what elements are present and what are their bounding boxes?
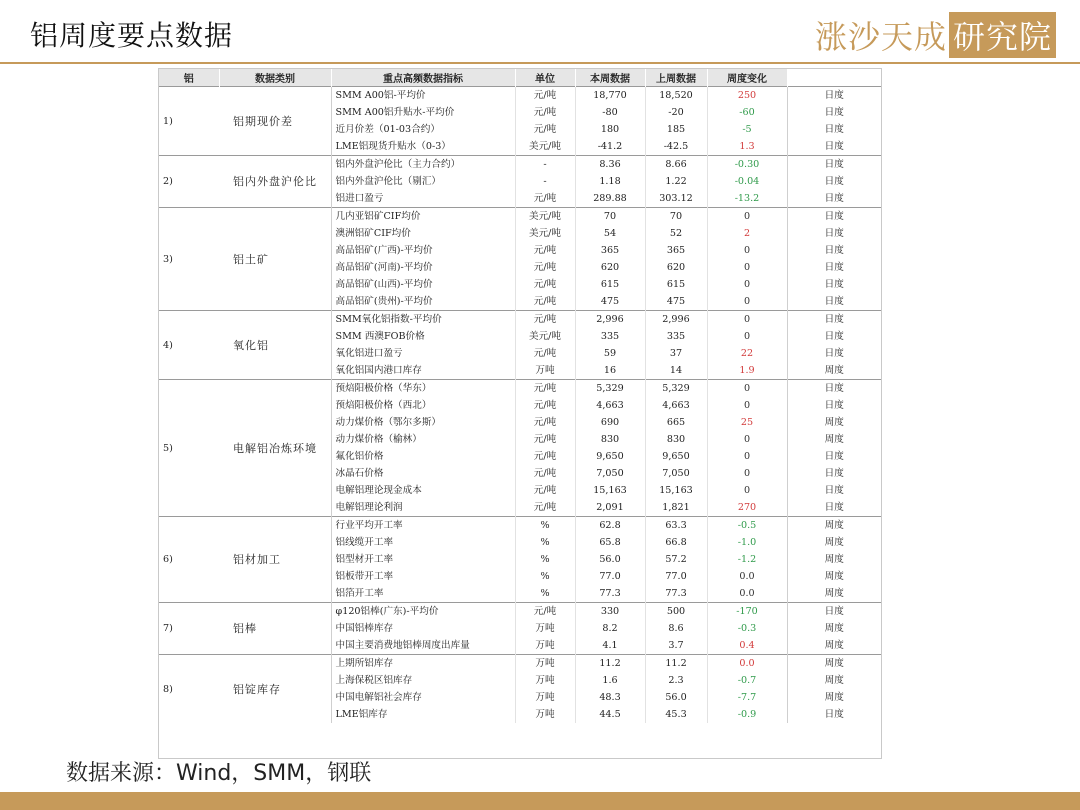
- previous-value-cell: 57.2: [645, 551, 707, 568]
- indicator-cell: 冰晶石价格: [331, 465, 515, 482]
- frequency-cell: 日度: [787, 156, 881, 174]
- unit-cell: 元/吨: [515, 293, 575, 311]
- unit-cell: 元/吨: [515, 603, 575, 621]
- previous-value-cell: 1.22: [645, 173, 707, 190]
- change-value-cell: 1.9: [707, 362, 787, 380]
- table-row: [159, 655, 881, 673]
- table-row: [159, 156, 881, 174]
- previous-value-cell: 2.3: [645, 672, 707, 689]
- frequency-cell: 日度: [787, 293, 881, 311]
- indicator-cell: 动力煤价格（鄂尔多斯）: [331, 414, 515, 431]
- table-body: [159, 87, 881, 724]
- previous-value-cell: 615: [645, 276, 707, 293]
- page-title: 铝周度要点数据: [30, 19, 234, 52]
- unit-cell: 元/吨: [515, 121, 575, 138]
- current-value-cell: 1.6: [575, 672, 645, 689]
- group-number: 4): [159, 311, 219, 380]
- indicator-cell: SMM 西澳FOB价格: [331, 328, 515, 345]
- change-value-cell: -13.2: [707, 190, 787, 208]
- group-category: 铝棒: [219, 603, 331, 655]
- indicator-cell: 中国铝棒库存: [331, 620, 515, 637]
- previous-value-cell: 45.3: [645, 706, 707, 723]
- unit-cell: 元/吨: [515, 242, 575, 259]
- change-value-cell: -170: [707, 603, 787, 621]
- unit-cell: %: [515, 517, 575, 535]
- current-value-cell: 4.1: [575, 637, 645, 655]
- change-value-cell: 0: [707, 397, 787, 414]
- change-value-cell: 270: [707, 499, 787, 517]
- current-value-cell: 48.3: [575, 689, 645, 706]
- current-value-cell: 4,663: [575, 397, 645, 414]
- unit-cell: -: [515, 173, 575, 190]
- unit-cell: %: [515, 568, 575, 585]
- change-value-cell: 250: [707, 87, 787, 105]
- col-header: 本周数据: [575, 69, 645, 87]
- indicator-cell: 氧化铝国内港口库存: [331, 362, 515, 380]
- change-value-cell: -5: [707, 121, 787, 138]
- frequency-cell: 日度: [787, 465, 881, 482]
- header-divider: [0, 62, 1080, 64]
- unit-cell: 万吨: [515, 362, 575, 380]
- change-value-cell: 0: [707, 208, 787, 226]
- current-value-cell: 2,091: [575, 499, 645, 517]
- frequency-cell: 周度: [787, 637, 881, 655]
- previous-value-cell: 52: [645, 225, 707, 242]
- brand-logo: [815, 12, 1056, 58]
- previous-value-cell: 37: [645, 345, 707, 362]
- previous-value-cell: 77.0: [645, 568, 707, 585]
- current-value-cell: 62.8: [575, 517, 645, 535]
- col-header: [787, 69, 881, 87]
- data-table-container: [158, 68, 882, 759]
- indicator-cell: SMM A00铝-平均价: [331, 87, 515, 105]
- change-value-cell: 0: [707, 242, 787, 259]
- previous-value-cell: 14: [645, 362, 707, 380]
- change-value-cell: -1.0: [707, 534, 787, 551]
- current-value-cell: 70: [575, 208, 645, 226]
- current-value-cell: 615: [575, 276, 645, 293]
- previous-value-cell: 7,050: [645, 465, 707, 482]
- unit-cell: 万吨: [515, 672, 575, 689]
- frequency-cell: 周度: [787, 414, 881, 431]
- current-value-cell: 8.2: [575, 620, 645, 637]
- indicator-cell: 铝线缆开工率: [331, 534, 515, 551]
- group-category: 氧化铝: [219, 311, 331, 380]
- indicator-cell: 中国主要消费地铝棒周度出库量: [331, 637, 515, 655]
- frequency-cell: 周度: [787, 689, 881, 706]
- previous-value-cell: 8.66: [645, 156, 707, 174]
- indicator-cell: 铝内外盘沪伦比（剔汇）: [331, 173, 515, 190]
- indicator-cell: 铝进口盈亏: [331, 190, 515, 208]
- previous-value-cell: 2,996: [645, 311, 707, 329]
- change-value-cell: -0.04: [707, 173, 787, 190]
- frequency-cell: 日度: [787, 190, 881, 208]
- change-value-cell: -0.9: [707, 706, 787, 723]
- unit-cell: 美元/吨: [515, 225, 575, 242]
- group-category: 铝期现价差: [219, 87, 331, 156]
- frequency-cell: 周度: [787, 568, 881, 585]
- col-header: 重点高频数据指标: [331, 69, 515, 87]
- col-header: 单位: [515, 69, 575, 87]
- change-value-cell: -60: [707, 104, 787, 121]
- table-row: [159, 517, 881, 535]
- change-value-cell: -0.7: [707, 672, 787, 689]
- indicator-cell: 上海保税区铝库存: [331, 672, 515, 689]
- change-value-cell: 0: [707, 482, 787, 499]
- indicator-cell: LME铝库存: [331, 706, 515, 723]
- previous-value-cell: 15,163: [645, 482, 707, 499]
- group-category: 铝材加工: [219, 517, 331, 603]
- table-row: [159, 603, 881, 621]
- previous-value-cell: 4,663: [645, 397, 707, 414]
- change-value-cell: -1.2: [707, 551, 787, 568]
- current-value-cell: 77.0: [575, 568, 645, 585]
- group-category: 铝锭库存: [219, 655, 331, 724]
- frequency-cell: 日度: [787, 121, 881, 138]
- indicator-cell: 高品铝矿(广西)-平均价: [331, 242, 515, 259]
- current-value-cell: 54: [575, 225, 645, 242]
- frequency-cell: 日度: [787, 242, 881, 259]
- unit-cell: 元/吨: [515, 190, 575, 208]
- table-row: [159, 311, 881, 329]
- unit-cell: 元/吨: [515, 482, 575, 499]
- change-value-cell: 0: [707, 448, 787, 465]
- previous-value-cell: -42.5: [645, 138, 707, 156]
- change-value-cell: 0: [707, 431, 787, 448]
- previous-value-cell: 475: [645, 293, 707, 311]
- indicator-cell: 铝箔开工率: [331, 585, 515, 603]
- unit-cell: 万吨: [515, 706, 575, 723]
- table-row: [159, 208, 881, 226]
- frequency-cell: 日度: [787, 448, 881, 465]
- footer-bar: [0, 792, 1080, 810]
- unit-cell: -: [515, 156, 575, 174]
- col-header: 周度变化: [707, 69, 787, 87]
- frequency-cell: 周度: [787, 585, 881, 603]
- indicator-cell: 行业平均开工率: [331, 517, 515, 535]
- change-value-cell: 0.4: [707, 637, 787, 655]
- indicator-cell: 氟化铝价格: [331, 448, 515, 465]
- frequency-cell: 周度: [787, 534, 881, 551]
- previous-value-cell: 70: [645, 208, 707, 226]
- previous-value-cell: -20: [645, 104, 707, 121]
- previous-value-cell: 1,821: [645, 499, 707, 517]
- current-value-cell: 5,329: [575, 380, 645, 398]
- indicator-cell: 高品铝矿(贵州)-平均价: [331, 293, 515, 311]
- frequency-cell: 周度: [787, 620, 881, 637]
- group-number: 5): [159, 380, 219, 517]
- current-value-cell: 7,050: [575, 465, 645, 482]
- frequency-cell: 日度: [787, 259, 881, 276]
- indicator-cell: 上期所铝库存: [331, 655, 515, 673]
- current-value-cell: 2,996: [575, 311, 645, 329]
- frequency-cell: 日度: [787, 104, 881, 121]
- current-value-cell: 9,650: [575, 448, 645, 465]
- col-header: 上周数据: [645, 69, 707, 87]
- unit-cell: 美元/吨: [515, 208, 575, 226]
- frequency-cell: 日度: [787, 482, 881, 499]
- change-value-cell: 0: [707, 293, 787, 311]
- unit-cell: %: [515, 534, 575, 551]
- unit-cell: 元/吨: [515, 499, 575, 517]
- unit-cell: 万吨: [515, 655, 575, 673]
- frequency-cell: 周度: [787, 517, 881, 535]
- change-value-cell: 0: [707, 259, 787, 276]
- change-value-cell: 1.3: [707, 138, 787, 156]
- indicator-cell: 预焙阳极价格（西北）: [331, 397, 515, 414]
- change-value-cell: 0.0: [707, 655, 787, 673]
- col-header: 铝: [159, 69, 219, 87]
- unit-cell: 元/吨: [515, 311, 575, 329]
- unit-cell: 美元/吨: [515, 328, 575, 345]
- group-number: 2): [159, 156, 219, 208]
- current-value-cell: 475: [575, 293, 645, 311]
- col-header: 数据类别: [219, 69, 331, 87]
- previous-value-cell: 3.7: [645, 637, 707, 655]
- frequency-cell: 日度: [787, 138, 881, 156]
- change-value-cell: 0.0: [707, 568, 787, 585]
- previous-value-cell: 365: [645, 242, 707, 259]
- indicator-cell: 中国电解铝社会库存: [331, 689, 515, 706]
- group-category: 电解铝冶炼环境: [219, 380, 331, 517]
- previous-value-cell: 56.0: [645, 689, 707, 706]
- change-value-cell: 0: [707, 276, 787, 293]
- current-value-cell: 335: [575, 328, 645, 345]
- current-value-cell: 620: [575, 259, 645, 276]
- current-value-cell: 16: [575, 362, 645, 380]
- table-row: [159, 380, 881, 398]
- change-value-cell: 0: [707, 328, 787, 345]
- unit-cell: 万吨: [515, 637, 575, 655]
- frequency-cell: 周度: [787, 362, 881, 380]
- current-value-cell: 18,770: [575, 87, 645, 105]
- previous-value-cell: 8.6: [645, 620, 707, 637]
- unit-cell: %: [515, 585, 575, 603]
- change-value-cell: 25: [707, 414, 787, 431]
- unit-cell: 元/吨: [515, 448, 575, 465]
- indicator-cell: 预焙阳极价格（华东）: [331, 380, 515, 398]
- current-value-cell: 59: [575, 345, 645, 362]
- indicator-cell: φ120铝棒(广东)-平均价: [331, 603, 515, 621]
- frequency-cell: 日度: [787, 208, 881, 226]
- frequency-cell: 日度: [787, 225, 881, 242]
- unit-cell: 元/吨: [515, 397, 575, 414]
- previous-value-cell: 335: [645, 328, 707, 345]
- unit-cell: 元/吨: [515, 380, 575, 398]
- previous-value-cell: 9,650: [645, 448, 707, 465]
- unit-cell: %: [515, 551, 575, 568]
- change-value-cell: -0.5: [707, 517, 787, 535]
- current-value-cell: 1.18: [575, 173, 645, 190]
- indicator-cell: 澳洲铝矿CIF均价: [331, 225, 515, 242]
- previous-value-cell: 185: [645, 121, 707, 138]
- previous-value-cell: 620: [645, 259, 707, 276]
- table-row: [159, 87, 881, 105]
- unit-cell: 元/吨: [515, 465, 575, 482]
- frequency-cell: 日度: [787, 173, 881, 190]
- current-value-cell: 77.3: [575, 585, 645, 603]
- indicator-cell: 铝板带开工率: [331, 568, 515, 585]
- unit-cell: 美元/吨: [515, 138, 575, 156]
- current-value-cell: 44.5: [575, 706, 645, 723]
- previous-value-cell: 830: [645, 431, 707, 448]
- logo-boxed-text: 研究院: [949, 12, 1056, 58]
- previous-value-cell: 303.12: [645, 190, 707, 208]
- group-number: 8): [159, 655, 219, 724]
- indicator-cell: 电解铝理论现金成本: [331, 482, 515, 499]
- indicator-cell: 高品铝矿(河南)-平均价: [331, 259, 515, 276]
- group-number: 6): [159, 517, 219, 603]
- frequency-cell: 日度: [787, 397, 881, 414]
- data-source-note: 数据来源：Wind，SMM，钢联: [66, 761, 372, 786]
- indicator-cell: 动力煤价格（榆林）: [331, 431, 515, 448]
- current-value-cell: 690: [575, 414, 645, 431]
- change-value-cell: -7.7: [707, 689, 787, 706]
- weekly-data-table: [159, 69, 882, 723]
- group-number: 7): [159, 603, 219, 655]
- table-header-row: [159, 69, 881, 87]
- frequency-cell: 周度: [787, 431, 881, 448]
- frequency-cell: 周度: [787, 655, 881, 673]
- indicator-cell: 近月价差（01-03合约）: [331, 121, 515, 138]
- current-value-cell: -41.2: [575, 138, 645, 156]
- change-value-cell: 2: [707, 225, 787, 242]
- group-category: 铝土矿: [219, 208, 331, 311]
- group-number: 3): [159, 208, 219, 311]
- unit-cell: 元/吨: [515, 276, 575, 293]
- current-value-cell: 11.2: [575, 655, 645, 673]
- frequency-cell: 周度: [787, 672, 881, 689]
- unit-cell: 万吨: [515, 689, 575, 706]
- unit-cell: 元/吨: [515, 259, 575, 276]
- indicator-cell: 氧化铝进口盈亏: [331, 345, 515, 362]
- previous-value-cell: 11.2: [645, 655, 707, 673]
- previous-value-cell: 665: [645, 414, 707, 431]
- frequency-cell: 日度: [787, 706, 881, 723]
- frequency-cell: 日度: [787, 328, 881, 345]
- unit-cell: 元/吨: [515, 431, 575, 448]
- current-value-cell: 56.0: [575, 551, 645, 568]
- previous-value-cell: 63.3: [645, 517, 707, 535]
- group-number: 1): [159, 87, 219, 156]
- change-value-cell: 22: [707, 345, 787, 362]
- indicator-cell: 铝内外盘沪伦比（主力合约）: [331, 156, 515, 174]
- frequency-cell: 日度: [787, 603, 881, 621]
- current-value-cell: -80: [575, 104, 645, 121]
- current-value-cell: 365: [575, 242, 645, 259]
- current-value-cell: 330: [575, 603, 645, 621]
- change-value-cell: 0.0: [707, 585, 787, 603]
- frequency-cell: 日度: [787, 380, 881, 398]
- indicator-cell: SMM氧化铝指数-平均价: [331, 311, 515, 329]
- unit-cell: 元/吨: [515, 345, 575, 362]
- change-value-cell: 0: [707, 380, 787, 398]
- indicator-cell: LME铝现货升贴水（0-3）: [331, 138, 515, 156]
- indicator-cell: 铝型材开工率: [331, 551, 515, 568]
- current-value-cell: 8.36: [575, 156, 645, 174]
- unit-cell: 元/吨: [515, 104, 575, 121]
- frequency-cell: 周度: [787, 551, 881, 568]
- current-value-cell: 830: [575, 431, 645, 448]
- change-value-cell: -0.30: [707, 156, 787, 174]
- change-value-cell: 0: [707, 311, 787, 329]
- frequency-cell: 日度: [787, 345, 881, 362]
- current-value-cell: 289.88: [575, 190, 645, 208]
- frequency-cell: 日度: [787, 311, 881, 329]
- indicator-cell: 高品铝矿(山西)-平均价: [331, 276, 515, 293]
- change-value-cell: -0.3: [707, 620, 787, 637]
- unit-cell: 元/吨: [515, 414, 575, 431]
- current-value-cell: 15,163: [575, 482, 645, 499]
- frequency-cell: 日度: [787, 276, 881, 293]
- frequency-cell: 日度: [787, 499, 881, 517]
- previous-value-cell: 18,520: [645, 87, 707, 105]
- previous-value-cell: 66.8: [645, 534, 707, 551]
- logo-text: 涨沙天成: [814, 18, 947, 56]
- indicator-cell: 几内亚铝矿CIF均价: [331, 208, 515, 226]
- frequency-cell: 日度: [787, 87, 881, 105]
- unit-cell: 元/吨: [515, 87, 575, 105]
- unit-cell: 万吨: [515, 620, 575, 637]
- indicator-cell: SMM A00铝升贴水-平均价: [331, 104, 515, 121]
- indicator-cell: 电解铝理论利润: [331, 499, 515, 517]
- change-value-cell: 0: [707, 465, 787, 482]
- current-value-cell: 65.8: [575, 534, 645, 551]
- previous-value-cell: 500: [645, 603, 707, 621]
- previous-value-cell: 5,329: [645, 380, 707, 398]
- current-value-cell: 180: [575, 121, 645, 138]
- group-category: 铝内外盘沪伦比: [219, 156, 331, 208]
- previous-value-cell: 77.3: [645, 585, 707, 603]
